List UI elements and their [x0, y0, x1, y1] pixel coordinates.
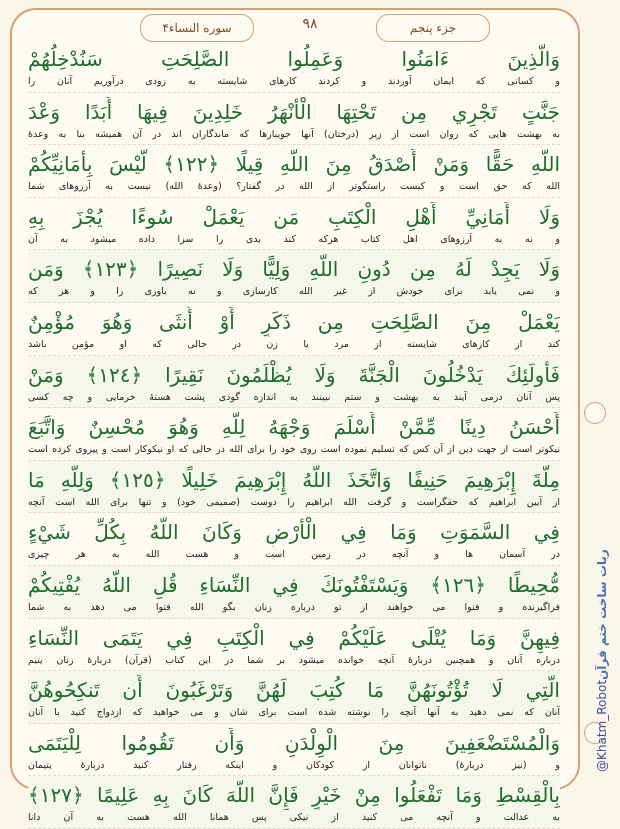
persian-translation: کند از کارهای شایسته از مرد یا زن در حالی که او مؤمن باشد — [28, 338, 560, 350]
persian-translation: و نمی یابد برای خودش از غیر الله کارسازی و نه یاوری را و هر که — [28, 286, 560, 298]
verse-line — [28, 776, 560, 829]
verse-line — [28, 145, 560, 198]
verse-line — [28, 566, 560, 619]
arabic-text: يَعْمَلْ مِنَ الصَّلِحَتِ مِن ذَكَرٍ أَوْ أُنثَى وَهُوَ مُؤْمِنٌ — [28, 309, 560, 334]
persian-translation: و نه به آرزوهای اهل کتاب هرکه کند بدی را سزا داده میشود به آن — [28, 233, 560, 245]
verse-line — [28, 619, 560, 672]
persian-translation: درباره آنان و همچنین دربارهٔ آنچه خوانده میشود بر شما در این کتاب (قرآن) دربارهٔ زنان یتیم — [28, 654, 560, 666]
juz-label: جزء پنجم — [376, 14, 490, 42]
arabic-text: أَحْسَنُ دِينًا مِّمَّنْ أَسْلَمَ وَجْهَهُ لِلَّهِ وَهُوَ مُحْسِنٌ وَاتَّبَعَ — [28, 415, 560, 440]
verse-line — [28, 461, 560, 514]
persian-translation: پس آنان درمی آیند به بهشت و ستم نبینند به اندازه گودی پشت هستهٔ خرمایی و چه کسی — [28, 391, 560, 403]
verse-line — [28, 513, 560, 566]
arabic-text: فِي السَّمَوَتِ وَمَا فِي الْأَرْضِ وَكَانَ اللَّهُ بِكُلِّ شَيْءٍ — [28, 520, 560, 545]
persian-translation: فراگیرنده و فتوا می خواهند از تو درباره زنان بگو الله فتوا می دهد به شما — [28, 601, 560, 613]
verse-line — [28, 40, 560, 93]
ornament-icon — [584, 402, 606, 424]
persian-translation: به عدالت و آنچه می کنید از نیکی پس همانا الله هست به آن دانا — [28, 812, 560, 824]
persian-translation: و کسانی که ایمان آوردند و کردند کارهای شایسته به زودی درآوریم آنان را — [28, 76, 560, 87]
surah-label: سوره النساء۴ — [140, 14, 254, 42]
verse-line — [28, 724, 560, 777]
persian-translation: الله که حق است و کیست راستگوتر از الله در گفتار؟ (وعدهٔ الله) نیست به آرزوهای شما — [28, 181, 560, 193]
verse-lines — [28, 40, 560, 829]
arabic-text: مِلَّةَ إِبْرَهِيمَ حَنِيفًا وَاتَّخَذَ اللَّهُ إِبْرَهِيمَ خَلِيلًا ﴿١٢٥﴾ وَلِلَّهِ مَا — [28, 467, 560, 492]
persian-translation: آنان که نمی دهید به آنها آنچه را نوشته شده است برای شان و می خواهید که ازدواج کنید با آنان — [28, 707, 560, 719]
page-number: ۹۸ — [302, 16, 318, 32]
verse-line — [28, 356, 560, 409]
persian-translation: به بهشت هایی که روان است از زیر (درختان) آنها جویبارها که ماندگاران اند در آن همیشه بنا به وعدهٔ — [28, 128, 560, 140]
arabic-text: جَنَّتٍ تَجْرِي مِن تَحْتِهَا الْأَنْهَرُ خَلِدِينَ فِيهَا أَبَدًا وَعْدَ — [28, 99, 560, 124]
arabic-text: مُّحِيطًا ﴿١٢٦﴾ وَيَسْتَفْتُونَكَ فِي النِّسَاءِ قُلِ اللَّهُ يُفْتِيكُمْ — [28, 572, 560, 597]
verse-line — [28, 93, 560, 146]
persian-translation: و (نیز دربارهٔ) ناتوانان از کودکان و اینکه رفتار کنید دربارهٔ یتیمان — [28, 759, 560, 771]
arabic-text: بِالْقِسْطِ وَمَا تَفْعَلُوا مِنْ خَيْرٍ فَإِنَّ اللَّهَ كَانَ بِهِ عَلِيمًا ﴿١٢٧﴾ — [28, 783, 560, 808]
verse-line — [28, 198, 560, 251]
persian-translation: نیکوتر است از جهت دین از آن کس که تسلیم نموده است روی خود را برای الله در حالی که او نیکوکار است و پیروی کرده است — [28, 444, 560, 456]
persian-translation: در آسمان ها و آنچه در زمین است و هست الله به هر چیزی — [28, 549, 560, 561]
arabic-text: الَّتِي لَا تُؤْتُونَهُنَّ مَا كُتِبَ لَهُنَّ وَتَرْغَبُونَ أَن تَنكِحُوهُنَّ — [28, 678, 560, 703]
watermark-title: ربات ساخت ختم قرآن — [595, 549, 609, 680]
arabic-text: وَلَا يَجِدْ لَهُ مِن دُونِ اللَّهِ وَلِيًّا وَلَا نَصِيرًا ﴿١٢٣﴾ وَمَن — [28, 257, 560, 282]
verse-line — [28, 250, 560, 303]
verse-line — [28, 671, 560, 724]
arabic-text: وَلَا أَمَانِيِّ أَهْلِ الْكِتَبِ مَن يَعْمَلْ سُوءًا يُجْزَ بِهِ — [28, 204, 560, 229]
arabic-text: وَالَّذِينَ ءَامَنُوا وَعَمِلُوا الصَّلِحَتِ سَنُدْخِلُهُمْ — [28, 47, 560, 71]
verse-line — [28, 303, 560, 356]
persian-translation: از آیین ابراهیم که حقگراست و گرفت الله ابراهیم را دوست (صمیمی خود) و تنها برای الله است آنچه — [28, 496, 560, 508]
arabic-text: فَأُولَئِكَ يَدْخُلُونَ الْجَنَّةَ وَلَا يُظْلَمُونَ نَقِيرًا ﴿١٢٤﴾ وَمَنْ — [28, 362, 560, 387]
arabic-text: اللَّهِ حَقًّا وَمَنْ أَصْدَقُ مِنَ اللَّهِ قِيلًا ﴿١٢٢﴾ لَّيْسَ بِأَمَانِيِّكُمْ — [28, 152, 560, 177]
watermark — [588, 470, 616, 780]
watermark-handle: @Khatm_Robot — [595, 679, 609, 772]
arabic-text: وَالْمُسْتَضْعَفِينَ مِنَ الْوِلْدَنِ وَأَن تَقُومُوا لِلْيَتَمَى — [28, 730, 560, 755]
arabic-text: فِيهِنَّ وَمَا يُتْلَى عَلَيْكُمْ فِي الْكِتَبِ فِي يَتَمَى النِّسَاءِ — [28, 625, 560, 650]
verse-line — [28, 408, 560, 461]
